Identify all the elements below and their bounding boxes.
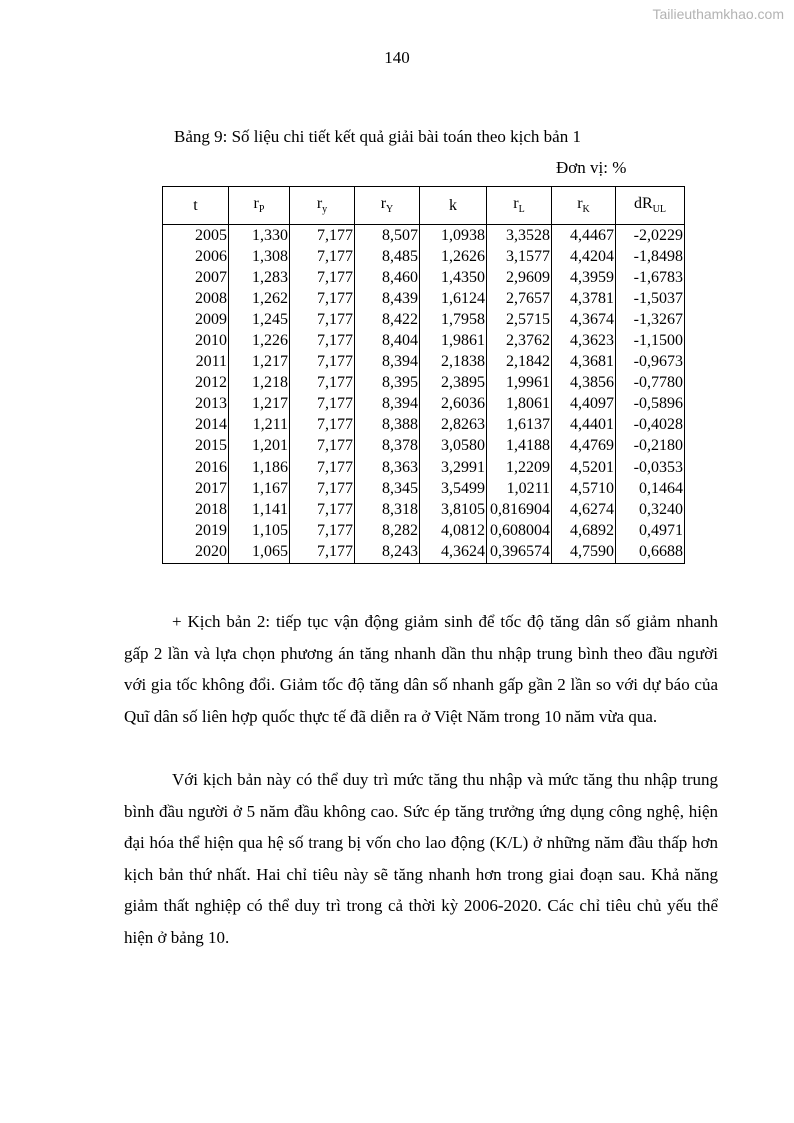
table-cell: 1,8061	[487, 394, 552, 415]
table-cell: 2,3762	[487, 330, 552, 351]
table-cell: 1,308	[229, 246, 290, 267]
table-cell: -1,1500	[616, 330, 685, 351]
table-cell: 2,3895	[420, 373, 487, 394]
table-row	[163, 288, 685, 309]
table-cell: 4,3674	[552, 309, 616, 330]
table-caption: Bảng 9: Số liệu chi tiết kết quả giải bài toán theo kịch bản 1	[174, 127, 581, 146]
table-cell: 1,065	[229, 541, 290, 563]
table-cell: 7,177	[290, 436, 355, 457]
table-cell: 7,177	[290, 541, 355, 563]
table-cell: 8,318	[355, 499, 420, 520]
table-row	[163, 309, 685, 330]
table-row	[163, 330, 685, 351]
table-cell: 4,6892	[552, 520, 616, 541]
column-header-rY: $r_Y$	[355, 187, 420, 225]
table-cell: 4,4097	[552, 394, 616, 415]
table-cell: 7,177	[290, 373, 355, 394]
table-cell: 2007	[163, 267, 229, 288]
table-cell: 8,460	[355, 267, 420, 288]
table-header-row	[163, 187, 685, 225]
table-cell: 1,186	[229, 457, 290, 478]
table-cell: 2012	[163, 373, 229, 394]
table-cell: 4,5201	[552, 457, 616, 478]
table-row	[163, 436, 685, 457]
table-cell: 7,177	[290, 394, 355, 415]
table-row	[163, 415, 685, 436]
paragraph-scenario-2-details: Với kịch bản này có thể duy trì mức tăng thu nhập và mức tăng thu nhập trung bình đầu người ở 5 năm đầu không cao. Sức ép tăng trưởng ứng dụng công nghệ, hiện đại hóa thể hiện qua hệ số trang bị vốn cho lao động (K/L) ở những năm đầu thấp hơn kịch bản thứ nhất. Hai chỉ tiêu này sẽ tăng nhanh hơn trong giai đoạn sau. Khả năng giảm thất nghiệp có thể duy trì trong cả thời kỳ 2006-2020. Các chỉ tiêu chủ yếu thể hiện ở bảng 10.	[124, 770, 718, 947]
table-cell: 2019	[163, 520, 229, 541]
table-cell: 7,177	[290, 415, 355, 436]
table-cell: 7,177	[290, 246, 355, 267]
table-cell: 1,105	[229, 520, 290, 541]
table-cell: 2017	[163, 478, 229, 499]
table-row	[163, 499, 685, 520]
paragraph-scenario-2: + Kịch bản 2: tiếp tục vận động giảm sinh để tốc độ tăng dân số giảm nhanh gấp 2 lần và lựa chọn phương án tăng nhanh dần thu nhập trung bình theo đầu người với gia tốc không đổi. Giảm tốc độ tăng dân số nhanh gấp gần 2 lần so với dự báo của Quĩ dân số liên hợp quốc thực tế đã diễn ra ở Việt Năm trong 10 năm vừa qua.	[124, 612, 718, 726]
table-cell: 3,5499	[420, 478, 487, 499]
table-cell: 8,388	[355, 415, 420, 436]
table-cell: -0,9673	[616, 352, 685, 373]
table-cell: 2,1838	[420, 352, 487, 373]
table-row	[163, 394, 685, 415]
table-cell: -0,4028	[616, 415, 685, 436]
table-cell: 8,243	[355, 541, 420, 563]
table-cell: 7,177	[290, 520, 355, 541]
table-cell: 0,608004	[487, 520, 552, 541]
table-cell: -1,5037	[616, 288, 685, 309]
table-cell: -2,0229	[616, 225, 685, 247]
table-cell: 2020	[163, 541, 229, 563]
table-cell: 4,3856	[552, 373, 616, 394]
table-cell: 1,0211	[487, 478, 552, 499]
table-cell: 7,177	[290, 457, 355, 478]
table-cell: 1,2626	[420, 246, 487, 267]
table-row	[163, 267, 685, 288]
table-cell: 1,283	[229, 267, 290, 288]
table-cell: 8,394	[355, 352, 420, 373]
table-cell: 4,4467	[552, 225, 616, 247]
table-cell: 8,395	[355, 373, 420, 394]
table-cell: 0,396574	[487, 541, 552, 563]
table-cell: 1,4350	[420, 267, 487, 288]
table-cell: 4,6274	[552, 499, 616, 520]
table-cell: 2005	[163, 225, 229, 247]
table-cell: -1,6783	[616, 267, 685, 288]
table-cell: 3,3528	[487, 225, 552, 247]
table-cell: 2,1842	[487, 352, 552, 373]
table-cell: 0,4971	[616, 520, 685, 541]
table-cell: 8,507	[355, 225, 420, 247]
table-cell: -0,5896	[616, 394, 685, 415]
column-header-t: t	[163, 187, 229, 225]
table-row	[163, 225, 685, 247]
table-cell: 2014	[163, 415, 229, 436]
column-header-drul: $dR_{UL}$	[616, 187, 685, 225]
table-cell: 4,7590	[552, 541, 616, 563]
table-cell: 0,1464	[616, 478, 685, 499]
table-cell: 7,177	[290, 499, 355, 520]
table-cell: -1,3267	[616, 309, 685, 330]
table-cell: 2,6036	[420, 394, 487, 415]
unit-label: Đơn vị: %	[556, 158, 627, 177]
table-cell: 2006	[163, 246, 229, 267]
table-cell: 3,8105	[420, 499, 487, 520]
column-header-rp: $r_P$	[229, 187, 290, 225]
table-cell: 1,217	[229, 394, 290, 415]
table-cell: 2,5715	[487, 309, 552, 330]
table-cell: 0,816904	[487, 499, 552, 520]
table-cell: 8,485	[355, 246, 420, 267]
table-cell: -0,7780	[616, 373, 685, 394]
table-cell: 1,0938	[420, 225, 487, 247]
table-cell: 4,4401	[552, 415, 616, 436]
table-cell: 1,201	[229, 436, 290, 457]
table-cell: 1,9961	[487, 373, 552, 394]
table-cell: 8,394	[355, 394, 420, 415]
table-cell: 2018	[163, 499, 229, 520]
table-cell: -0,0353	[616, 457, 685, 478]
table-cell: 1,7958	[420, 309, 487, 330]
table-cell: 8,439	[355, 288, 420, 309]
table-cell: 1,2209	[487, 457, 552, 478]
table-cell: 1,141	[229, 499, 290, 520]
table-cell: 7,177	[290, 330, 355, 351]
table-cell: 8,404	[355, 330, 420, 351]
table-cell: 8,363	[355, 457, 420, 478]
table-body	[163, 225, 685, 564]
table-cell: 4,4204	[552, 246, 616, 267]
table-cell: 3,2991	[420, 457, 487, 478]
table-cell: 8,345	[355, 478, 420, 499]
table-row	[163, 457, 685, 478]
table-cell: 1,245	[229, 309, 290, 330]
table-cell: 4,3624	[420, 541, 487, 563]
table-cell: 2011	[163, 352, 229, 373]
table-row	[163, 373, 685, 394]
table-cell: 1,211	[229, 415, 290, 436]
table-cell: 2015	[163, 436, 229, 457]
column-header-rl: $r_L$	[487, 187, 552, 225]
table-cell: 1,330	[229, 225, 290, 247]
results-table	[162, 186, 685, 564]
table-cell: 0,6688	[616, 541, 685, 563]
table-cell: 0,3240	[616, 499, 685, 520]
table-cell: 2,9609	[487, 267, 552, 288]
table-cell: 1,6137	[487, 415, 552, 436]
table-cell: 7,177	[290, 352, 355, 373]
table-cell: 3,0580	[420, 436, 487, 457]
table-cell: 4,3959	[552, 267, 616, 288]
table-cell: 2008	[163, 288, 229, 309]
table-cell: 2009	[163, 309, 229, 330]
table-row	[163, 541, 685, 563]
table-cell: 1,4188	[487, 436, 552, 457]
column-header-ry: $r_y$	[290, 187, 355, 225]
column-header-k: k	[420, 187, 487, 225]
table-cell: 4,3681	[552, 352, 616, 373]
table-cell: 2,8263	[420, 415, 487, 436]
table-cell: 1,167	[229, 478, 290, 499]
table-cell: 4,3623	[552, 330, 616, 351]
table-cell: 8,422	[355, 309, 420, 330]
table-cell: 2016	[163, 457, 229, 478]
table-cell: 8,378	[355, 436, 420, 457]
table-cell: 7,177	[290, 309, 355, 330]
table-cell: 7,177	[290, 478, 355, 499]
table-cell: 1,262	[229, 288, 290, 309]
table-cell: 2010	[163, 330, 229, 351]
table-row	[163, 520, 685, 541]
table-cell: 1,6124	[420, 288, 487, 309]
column-header-rk: $r_K$	[552, 187, 616, 225]
watermark: Tailieuthamkhao.com	[652, 6, 784, 22]
table-cell: -0,2180	[616, 436, 685, 457]
table-cell: 4,0812	[420, 520, 487, 541]
table-cell: 7,177	[290, 267, 355, 288]
table-cell: 4,4769	[552, 436, 616, 457]
table-cell: 1,9861	[420, 330, 487, 351]
table-cell: 4,3781	[552, 288, 616, 309]
table-row	[163, 478, 685, 499]
table-cell: 3,1577	[487, 246, 552, 267]
table-row	[163, 246, 685, 267]
table-row	[163, 352, 685, 373]
table-cell: 1,226	[229, 330, 290, 351]
table-cell: 2013	[163, 394, 229, 415]
table-cell: 1,217	[229, 352, 290, 373]
table-cell: 2,7657	[487, 288, 552, 309]
table-cell: 4,5710	[552, 478, 616, 499]
table-cell: 7,177	[290, 288, 355, 309]
table-cell: 1,218	[229, 373, 290, 394]
table-cell: 7,177	[290, 225, 355, 247]
page-number: 140	[384, 48, 410, 67]
table-cell: -1,8498	[616, 246, 685, 267]
table-cell: 8,282	[355, 520, 420, 541]
